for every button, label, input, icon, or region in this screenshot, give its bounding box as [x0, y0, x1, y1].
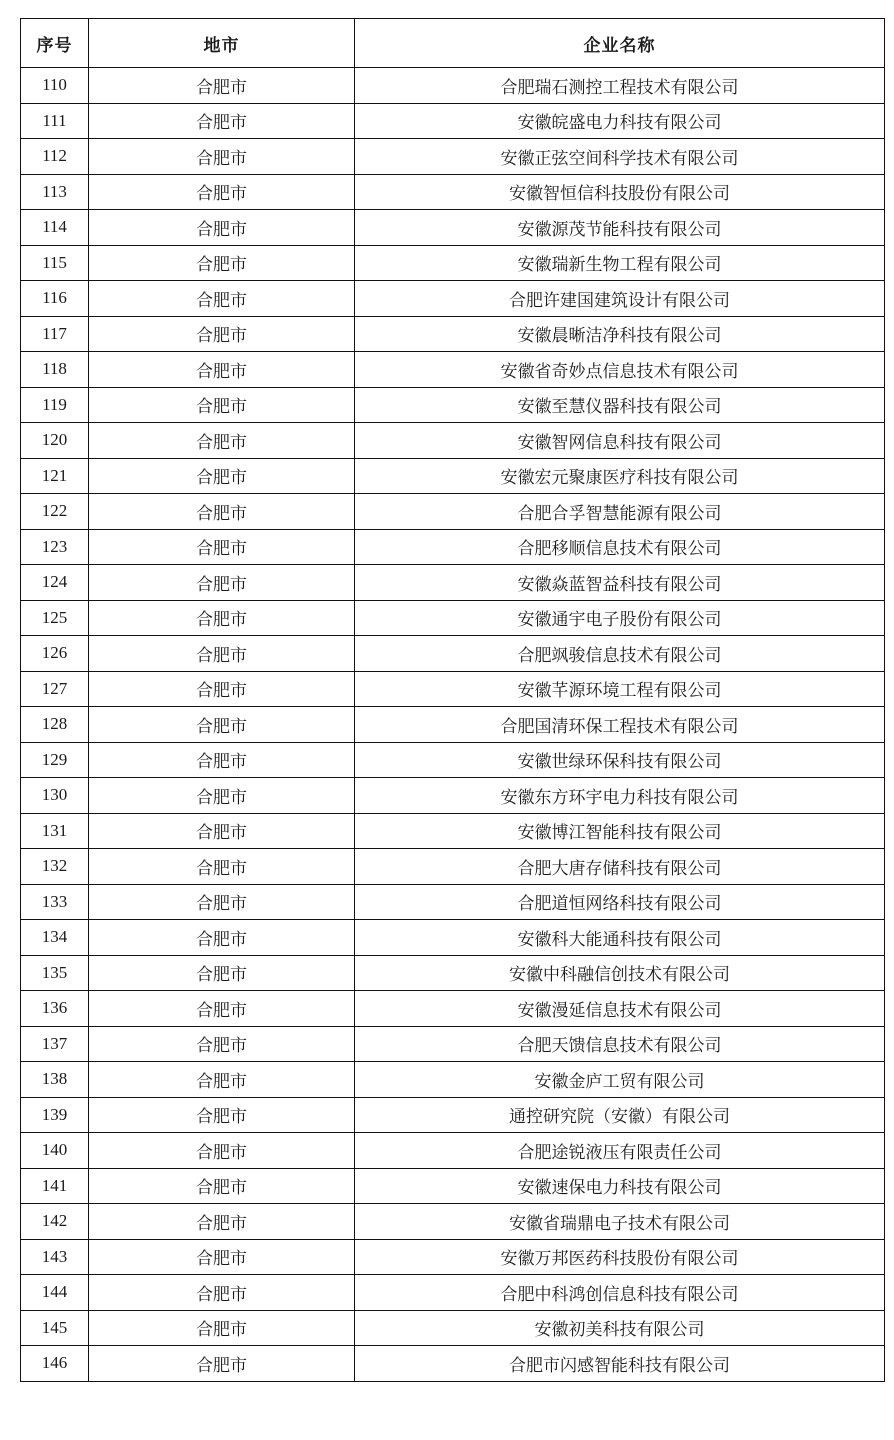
row-company-name: 安徽科大能通科技有限公司	[355, 920, 885, 956]
row-company-name: 安徽智恒信科技股份有限公司	[355, 174, 885, 210]
row-city: 合肥市	[89, 849, 355, 885]
row-serial-number: 145	[21, 1310, 89, 1346]
row-serial-number: 135	[21, 955, 89, 991]
row-city: 合肥市	[89, 707, 355, 743]
table-row	[21, 68, 885, 104]
row-city: 合肥市	[89, 458, 355, 494]
table-row	[21, 423, 885, 459]
row-serial-number: 124	[21, 565, 89, 601]
row-serial-number: 125	[21, 600, 89, 636]
table-row	[21, 991, 885, 1027]
row-serial-number: 114	[21, 210, 89, 246]
row-city: 合肥市	[89, 671, 355, 707]
row-company-name: 安徽通宇电子股份有限公司	[355, 600, 885, 636]
header-serial-number: 序号	[21, 19, 89, 68]
row-city: 合肥市	[89, 139, 355, 175]
table-row	[21, 1062, 885, 1098]
table-header-row	[21, 19, 885, 68]
row-company-name: 合肥飒骏信息技术有限公司	[355, 636, 885, 672]
table-row	[21, 1346, 885, 1382]
row-serial-number: 121	[21, 458, 89, 494]
row-serial-number: 140	[21, 1133, 89, 1169]
row-company-name: 安徽芊源环境工程有限公司	[355, 671, 885, 707]
table-row	[21, 387, 885, 423]
table-row	[21, 139, 885, 175]
row-city: 合肥市	[89, 1239, 355, 1275]
row-company-name: 合肥合孚智慧能源有限公司	[355, 494, 885, 530]
row-city: 合肥市	[89, 565, 355, 601]
header-company-name: 企业名称	[355, 19, 885, 68]
row-city: 合肥市	[89, 600, 355, 636]
row-company-name: 安徽焱蓝智益科技有限公司	[355, 565, 885, 601]
row-serial-number: 138	[21, 1062, 89, 1098]
row-company-name: 合肥许建国建筑设计有限公司	[355, 281, 885, 317]
table-row	[21, 245, 885, 281]
row-company-name: 安徽东方环宇电力科技有限公司	[355, 778, 885, 814]
table-row	[21, 955, 885, 991]
table-row	[21, 1204, 885, 1240]
table-row	[21, 210, 885, 246]
row-city: 合肥市	[89, 991, 355, 1027]
row-company-name: 安徽万邦医药科技股份有限公司	[355, 1239, 885, 1275]
row-serial-number: 115	[21, 245, 89, 281]
row-serial-number: 122	[21, 494, 89, 530]
row-company-name: 安徽正弦空间科学技术有限公司	[355, 139, 885, 175]
table-row	[21, 636, 885, 672]
table-row	[21, 671, 885, 707]
row-company-name: 合肥途锐液压有限责任公司	[355, 1133, 885, 1169]
row-city: 合肥市	[89, 1204, 355, 1240]
row-company-name: 安徽中科融信创技术有限公司	[355, 955, 885, 991]
row-company-name: 合肥天馈信息技术有限公司	[355, 1026, 885, 1062]
row-serial-number: 120	[21, 423, 89, 459]
row-serial-number: 112	[21, 139, 89, 175]
row-company-name: 安徽宏元聚康医疗科技有限公司	[355, 458, 885, 494]
row-city: 合肥市	[89, 529, 355, 565]
row-city: 合肥市	[89, 103, 355, 139]
row-serial-number: 130	[21, 778, 89, 814]
row-company-name: 合肥移顺信息技术有限公司	[355, 529, 885, 565]
row-serial-number: 141	[21, 1168, 89, 1204]
row-city: 合肥市	[89, 68, 355, 104]
row-company-name: 合肥大唐存储科技有限公司	[355, 849, 885, 885]
table-row	[21, 1310, 885, 1346]
row-serial-number: 119	[21, 387, 89, 423]
row-company-name: 安徽世绿环保科技有限公司	[355, 742, 885, 778]
row-city: 合肥市	[89, 1097, 355, 1133]
table-row	[21, 316, 885, 352]
row-company-name: 安徽初美科技有限公司	[355, 1310, 885, 1346]
row-company-name: 合肥中科鸿创信息科技有限公司	[355, 1275, 885, 1311]
row-city: 合肥市	[89, 423, 355, 459]
row-serial-number: 127	[21, 671, 89, 707]
table-body	[21, 68, 885, 1382]
row-city: 合肥市	[89, 636, 355, 672]
row-city: 合肥市	[89, 387, 355, 423]
row-city: 合肥市	[89, 1346, 355, 1382]
row-serial-number: 116	[21, 281, 89, 317]
row-serial-number: 118	[21, 352, 89, 388]
row-serial-number: 143	[21, 1239, 89, 1275]
table-row	[21, 565, 885, 601]
table-row	[21, 849, 885, 885]
row-company-name: 安徽晨晰洁净科技有限公司	[355, 316, 885, 352]
row-serial-number: 144	[21, 1275, 89, 1311]
row-city: 合肥市	[89, 884, 355, 920]
row-city: 合肥市	[89, 494, 355, 530]
row-city: 合肥市	[89, 316, 355, 352]
row-city: 合肥市	[89, 210, 355, 246]
table-row	[21, 600, 885, 636]
row-city: 合肥市	[89, 1062, 355, 1098]
enterprise-table	[20, 18, 885, 1382]
row-serial-number: 139	[21, 1097, 89, 1133]
row-serial-number: 113	[21, 174, 89, 210]
header-city: 地市	[89, 19, 355, 68]
row-company-name: 安徽省瑞鼎电子技术有限公司	[355, 1204, 885, 1240]
table-row	[21, 529, 885, 565]
row-company-name: 安徽瑞新生物工程有限公司	[355, 245, 885, 281]
table-row	[21, 778, 885, 814]
row-serial-number: 146	[21, 1346, 89, 1382]
row-city: 合肥市	[89, 778, 355, 814]
row-city: 合肥市	[89, 352, 355, 388]
table-row	[21, 920, 885, 956]
table-row	[21, 1097, 885, 1133]
row-city: 合肥市	[89, 920, 355, 956]
table-row	[21, 1168, 885, 1204]
row-city: 合肥市	[89, 1275, 355, 1311]
row-serial-number: 136	[21, 991, 89, 1027]
row-serial-number: 110	[21, 68, 89, 104]
row-company-name: 合肥瑞石测控工程技术有限公司	[355, 68, 885, 104]
row-serial-number: 128	[21, 707, 89, 743]
row-company-name: 安徽源茂节能科技有限公司	[355, 210, 885, 246]
row-city: 合肥市	[89, 813, 355, 849]
row-city: 合肥市	[89, 955, 355, 991]
row-company-name: 安徽皖盛电力科技有限公司	[355, 103, 885, 139]
table-row	[21, 1026, 885, 1062]
table-row	[21, 707, 885, 743]
row-city: 合肥市	[89, 1310, 355, 1346]
row-city: 合肥市	[89, 742, 355, 778]
row-company-name: 合肥国清环保工程技术有限公司	[355, 707, 885, 743]
table-row	[21, 742, 885, 778]
row-company-name: 安徽至慧仪器科技有限公司	[355, 387, 885, 423]
table-row	[21, 352, 885, 388]
row-company-name: 通控研究院（安徽）有限公司	[355, 1097, 885, 1133]
row-city: 合肥市	[89, 174, 355, 210]
row-serial-number: 132	[21, 849, 89, 885]
row-city: 合肥市	[89, 281, 355, 317]
row-company-name: 安徽博江智能科技有限公司	[355, 813, 885, 849]
row-serial-number: 117	[21, 316, 89, 352]
row-serial-number: 111	[21, 103, 89, 139]
row-company-name: 安徽漫延信息技术有限公司	[355, 991, 885, 1027]
table-row	[21, 1275, 885, 1311]
table-row	[21, 494, 885, 530]
row-serial-number: 142	[21, 1204, 89, 1240]
row-serial-number: 134	[21, 920, 89, 956]
table-row	[21, 458, 885, 494]
row-city: 合肥市	[89, 1133, 355, 1169]
row-company-name: 安徽速保电力科技有限公司	[355, 1168, 885, 1204]
table-row	[21, 1133, 885, 1169]
row-company-name: 安徽金庐工贸有限公司	[355, 1062, 885, 1098]
row-company-name: 合肥道恒网络科技有限公司	[355, 884, 885, 920]
row-serial-number: 131	[21, 813, 89, 849]
table-row	[21, 281, 885, 317]
row-city: 合肥市	[89, 245, 355, 281]
row-serial-number: 137	[21, 1026, 89, 1062]
table-row	[21, 813, 885, 849]
row-company-name: 安徽智网信息科技有限公司	[355, 423, 885, 459]
table-row	[21, 1239, 885, 1275]
row-company-name: 合肥市闪感智能科技有限公司	[355, 1346, 885, 1382]
row-city: 合肥市	[89, 1026, 355, 1062]
table-row	[21, 884, 885, 920]
row-serial-number: 126	[21, 636, 89, 672]
row-serial-number: 123	[21, 529, 89, 565]
row-city: 合肥市	[89, 1168, 355, 1204]
table-row	[21, 174, 885, 210]
row-company-name: 安徽省奇妙点信息技术有限公司	[355, 352, 885, 388]
row-serial-number: 129	[21, 742, 89, 778]
enterprise-list-sheet	[20, 18, 884, 1382]
table-row	[21, 103, 885, 139]
row-serial-number: 133	[21, 884, 89, 920]
